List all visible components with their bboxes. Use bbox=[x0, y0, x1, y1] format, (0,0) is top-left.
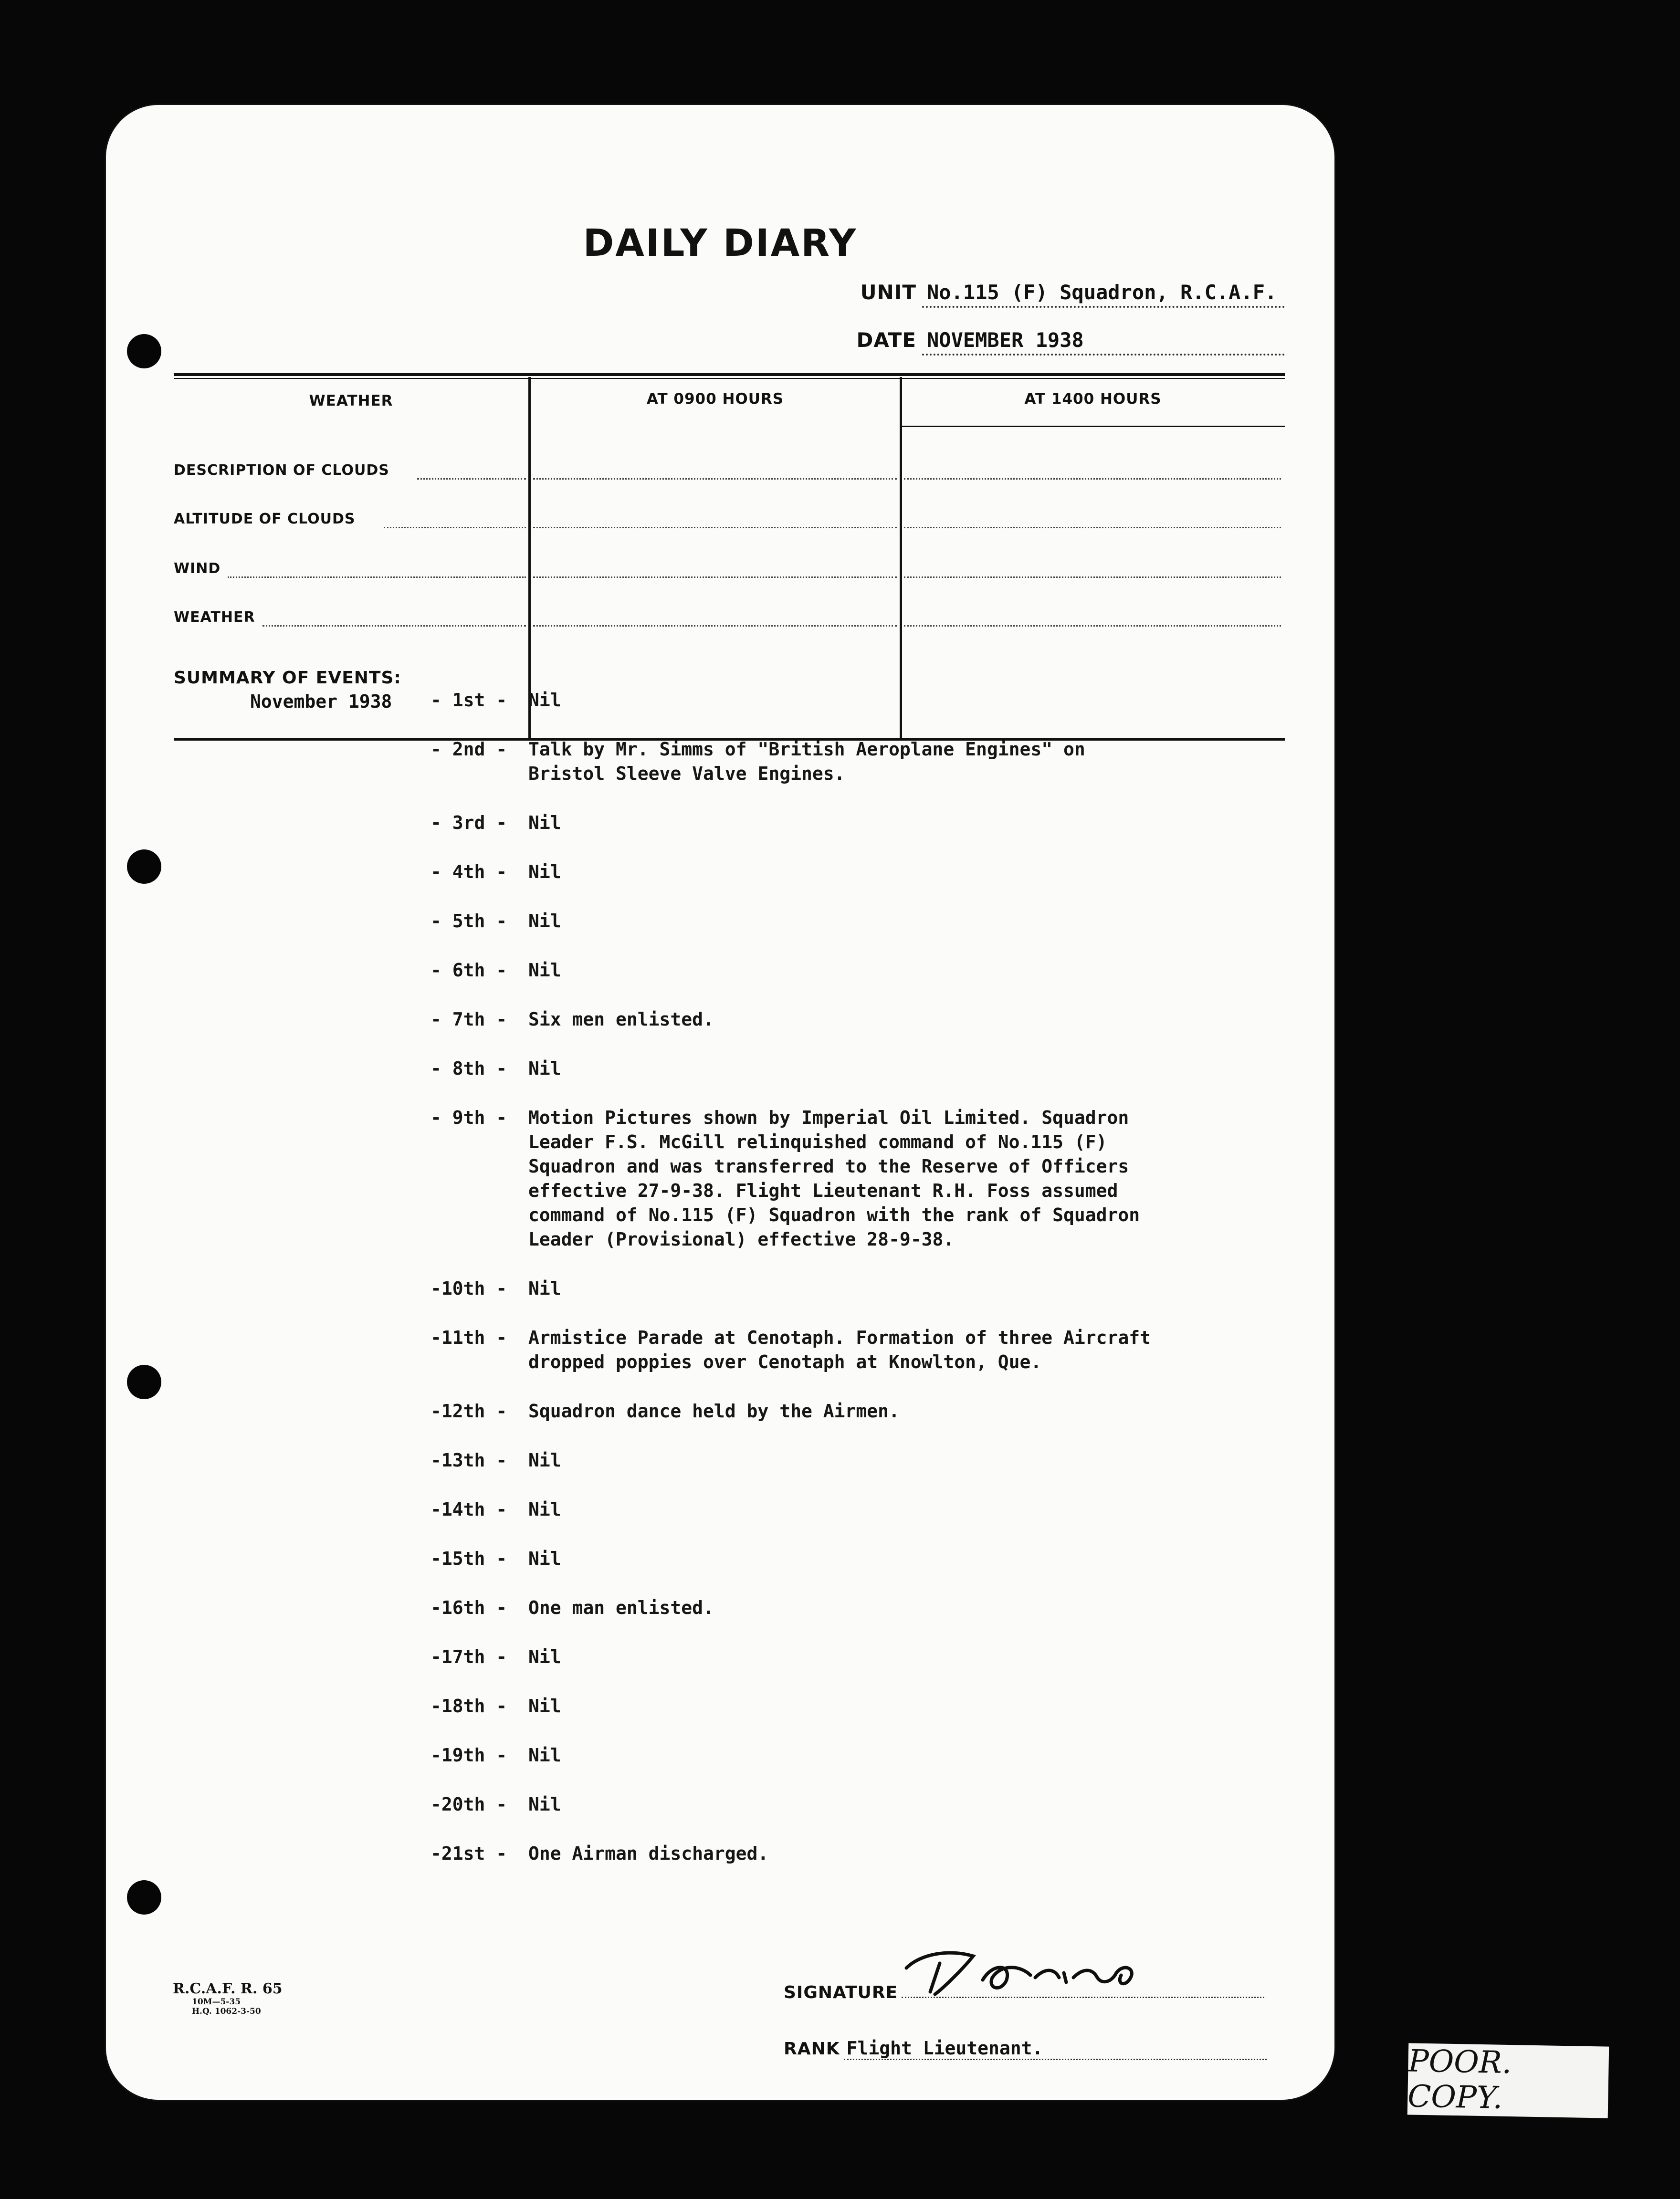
dotted-line bbox=[533, 527, 897, 528]
dotted-line bbox=[904, 527, 1281, 528]
table-divider bbox=[528, 377, 531, 741]
event-text: One man enlisted. bbox=[528, 1597, 714, 1618]
event-day: - 4th - bbox=[430, 861, 507, 882]
header-underline bbox=[902, 426, 1285, 427]
event-day: - 5th - bbox=[430, 911, 507, 932]
event-entry bbox=[430, 1842, 1290, 1866]
event-text: Nil bbox=[528, 1450, 561, 1471]
event-entry bbox=[430, 1057, 1290, 1081]
event-day: - 7th - bbox=[430, 1009, 507, 1030]
event-day: -17th - bbox=[430, 1646, 507, 1667]
event-text: Nil bbox=[528, 1696, 561, 1717]
dotted-line bbox=[533, 478, 897, 480]
event-text: Nil bbox=[528, 1058, 561, 1079]
event-list bbox=[430, 688, 1290, 1891]
col-1400-header: AT 1400 HOURS bbox=[1024, 390, 1162, 408]
weather-row-wind: WIND bbox=[174, 560, 221, 577]
punch-hole bbox=[127, 1365, 161, 1399]
event-entry bbox=[430, 1326, 1290, 1374]
diary-page bbox=[106, 105, 1334, 2100]
event-text: Six men enlisted. bbox=[528, 1009, 714, 1030]
event-text: Nil bbox=[528, 1794, 561, 1815]
table-top-rule-thin bbox=[174, 378, 1285, 379]
event-text: Nil bbox=[528, 960, 561, 981]
weather-row-weather: WEATHER bbox=[174, 609, 255, 626]
event-entry bbox=[430, 1743, 1290, 1768]
dotted-line bbox=[384, 527, 526, 528]
event-text: Nil bbox=[528, 861, 561, 882]
event-day: -18th - bbox=[430, 1696, 507, 1717]
event-day: -14th - bbox=[430, 1499, 507, 1520]
event-text: Nil bbox=[528, 1499, 561, 1520]
event-day: -12th - bbox=[430, 1401, 507, 1422]
event-entry bbox=[430, 1007, 1290, 1032]
event-text: Nil bbox=[528, 1646, 561, 1667]
event-day: -19th - bbox=[430, 1745, 507, 1766]
signature-field bbox=[902, 1992, 1264, 1998]
punch-hole bbox=[127, 849, 161, 884]
event-text: Motion Pictures shown by Imperial Oil Limited. Squadron Leader F.S. McGill relinquished command of No.115 (F) Squadron and was transferred to the Reserve of Officers effective 27-9-38. Flight Lieutenant R.H. Foss assumed command of No.115 (F) Squadron with the rank of Squadron Leader (Provisional) effective 28-9-38. bbox=[528, 1107, 1140, 1250]
dotted-line bbox=[904, 625, 1281, 627]
event-entry bbox=[430, 1497, 1290, 1522]
event-entry bbox=[430, 737, 1290, 786]
summary-month: November 1938 bbox=[250, 691, 392, 712]
event-text: Nil bbox=[528, 1278, 561, 1299]
event-text: Nil bbox=[528, 1548, 561, 1569]
event-entry bbox=[430, 1547, 1290, 1571]
col-0900-header: AT 0900 HOURS bbox=[646, 390, 784, 408]
rank-label: RANK bbox=[784, 2039, 840, 2059]
event-text: Nil bbox=[528, 1745, 561, 1766]
date-line bbox=[857, 328, 1285, 356]
event-entry bbox=[430, 860, 1290, 884]
event-entry bbox=[430, 1106, 1290, 1252]
event-text: Nil bbox=[528, 911, 561, 932]
event-text: One Airman discharged. bbox=[528, 1843, 769, 1864]
event-day: - 1st - bbox=[430, 690, 507, 711]
page-title: DAILY DIARY bbox=[583, 222, 858, 265]
form-number: R.C.A.F. R. 65 bbox=[173, 1980, 283, 1997]
dotted-line bbox=[417, 478, 526, 480]
form-code: H.Q. 1062-3-50 bbox=[192, 2007, 261, 2016]
unit-value: No.115 (F) Squadron, R.C.A.F. bbox=[922, 281, 1285, 308]
date-label: DATE bbox=[856, 328, 916, 352]
event-entry bbox=[430, 1596, 1290, 1620]
form-identifier bbox=[173, 1980, 283, 2016]
event-entry bbox=[430, 688, 1290, 712]
event-entry bbox=[430, 909, 1290, 933]
rank-value: Flight Lieutenant. bbox=[844, 2038, 1267, 2060]
dotted-line bbox=[228, 576, 526, 578]
dotted-line bbox=[533, 576, 897, 578]
event-entry bbox=[430, 1399, 1290, 1424]
event-entry bbox=[430, 1645, 1290, 1669]
event-entry bbox=[430, 958, 1290, 983]
unit-line bbox=[860, 281, 1285, 308]
dotted-line bbox=[262, 625, 526, 627]
handwritten-signature bbox=[892, 1935, 1178, 1997]
event-text: Squadron dance held by the Airmen. bbox=[528, 1401, 900, 1422]
event-entry bbox=[430, 1792, 1290, 1817]
event-text: Armistice Parade at Cenotaph. Formation of three Aircraft dropped poppies over Cenotaph at Knowlton, Que. bbox=[528, 1327, 1151, 1372]
event-entry bbox=[430, 811, 1290, 835]
event-entry bbox=[430, 1694, 1290, 1718]
event-day: -21st - bbox=[430, 1843, 507, 1864]
event-day: -10th - bbox=[430, 1278, 507, 1299]
event-entry bbox=[430, 1448, 1290, 1473]
punch-hole bbox=[127, 1880, 161, 1915]
punch-hole bbox=[127, 334, 161, 368]
event-text: Nil bbox=[528, 812, 561, 833]
event-day: -16th - bbox=[430, 1597, 507, 1618]
event-text: Nil bbox=[528, 690, 561, 711]
summary-heading: SUMMARY OF EVENTS: bbox=[174, 668, 401, 688]
unit-label: UNIT bbox=[860, 281, 916, 304]
event-day: - 9th - bbox=[430, 1107, 507, 1128]
signature-label: SIGNATURE bbox=[784, 1983, 898, 2002]
date-value: NOVEMBER 1938 bbox=[922, 328, 1285, 356]
poor-copy-note: POOR. COPY. bbox=[1407, 2043, 1609, 2118]
event-day: - 2nd - bbox=[430, 739, 507, 760]
col-weather-header: WEATHER bbox=[309, 392, 393, 409]
event-entry bbox=[430, 1277, 1290, 1301]
event-day: -20th - bbox=[430, 1794, 507, 1815]
event-day: -15th - bbox=[430, 1548, 507, 1569]
signature-line bbox=[784, 1983, 1264, 2002]
dotted-line bbox=[904, 478, 1281, 480]
event-day: - 6th - bbox=[430, 960, 507, 981]
rank-line bbox=[784, 2038, 1267, 2060]
event-day: - 3rd - bbox=[430, 812, 507, 833]
dotted-line bbox=[904, 576, 1281, 578]
weather-row-clouds-alt: ALTITUDE OF CLOUDS bbox=[174, 511, 356, 527]
table-divider bbox=[900, 377, 902, 741]
event-day: - 8th - bbox=[430, 1058, 507, 1079]
weather-row-clouds-desc: DESCRIPTION OF CLOUDS bbox=[174, 462, 389, 479]
dotted-line bbox=[533, 625, 897, 627]
event-day: -11th - bbox=[430, 1327, 507, 1348]
form-code: 10M—5-35 bbox=[192, 1997, 241, 2007]
table-top-rule bbox=[174, 373, 1285, 376]
event-day: -13th - bbox=[430, 1450, 507, 1471]
event-text: Talk by Mr. Simms of "British Aeroplane Engines" on Bristol Sleeve Valve Engines. bbox=[528, 739, 1085, 784]
